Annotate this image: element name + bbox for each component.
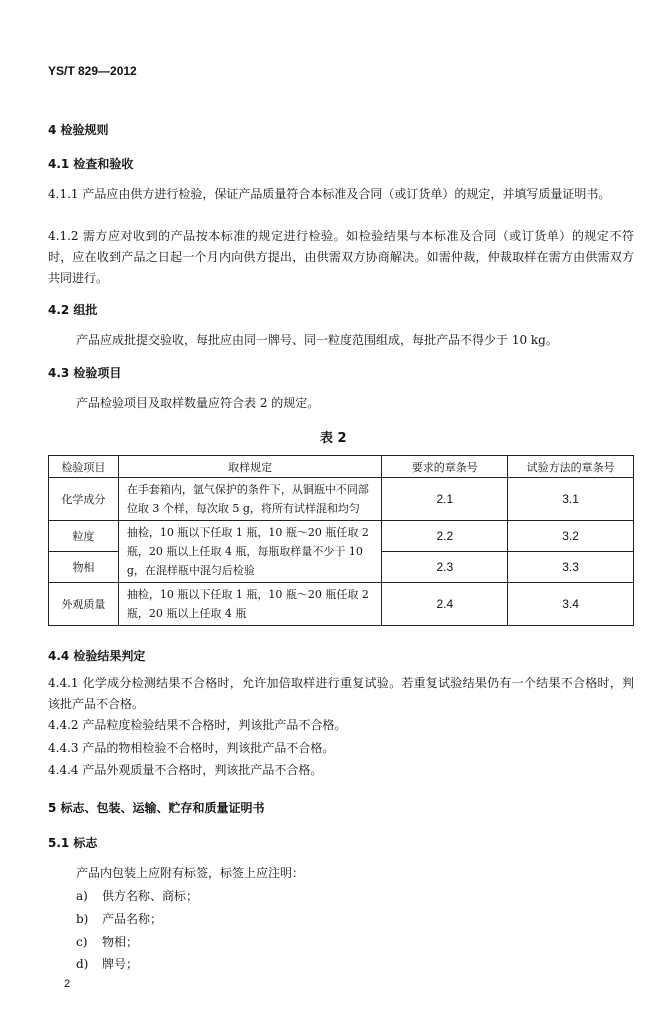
cell-method: 3.3 bbox=[508, 552, 634, 583]
cell-method: 3.4 bbox=[508, 583, 634, 626]
list-item bbox=[76, 910, 162, 927]
col-header-sampling: 取样规定 bbox=[118, 456, 382, 478]
list-item-text: 物相； bbox=[102, 935, 139, 949]
list-marker: c) bbox=[76, 935, 88, 949]
list-marker: d) bbox=[76, 957, 89, 971]
clause-4-4-4: 4.4.4 产品外观质量不合格时，判该批产品不合格。 bbox=[48, 763, 323, 777]
cell-item: 物相 bbox=[49, 552, 119, 583]
table-header-row bbox=[49, 456, 634, 478]
section-5-heading: 5 标志、包装、运输、贮存和质量证明书 bbox=[48, 801, 265, 815]
section-5-1-heading: 5.1 标志 bbox=[48, 836, 98, 850]
clause-4-1-2: 4.1.2 需方应对收到的产品按本标准的规定进行检验。如检验结果与本标准及合同（或订货单）的规定不符时，应在收到产品之日起一个月内向供方提出，由供需双方协商解决。如需仲裁，仲裁取样在需方由供需双方共同进行。 bbox=[48, 229, 634, 285]
list-item bbox=[76, 933, 138, 950]
list-item-text: 供方名称、商标； bbox=[102, 889, 199, 903]
cell-item: 化学成分 bbox=[49, 478, 119, 521]
cell-item: 外观质量 bbox=[49, 583, 119, 626]
list-marker: b) bbox=[76, 912, 89, 926]
cell-requirement: 2.2 bbox=[382, 521, 508, 552]
cell-method: 3.2 bbox=[508, 521, 634, 552]
clause-4-3-text: 产品检验项目及取样数量应符合表 2 的规定。 bbox=[76, 396, 320, 410]
list-item-text: 牌号； bbox=[102, 957, 139, 971]
cell-sampling: 在手套箱内，氩气保护的条件下，从铜瓶中不同部位取 3 个样，每次取 5 g，将所有试样混和均匀 bbox=[118, 478, 382, 521]
clause-5-1-intro: 产品内包装上应附有标签，标签上应注明： bbox=[76, 866, 305, 880]
cell-requirement: 2.3 bbox=[382, 552, 508, 583]
cell-sampling: 抽检，10 瓶以下任取 1 瓶，10 瓶～20 瓶任取 2 瓶，20 瓶以上任取 4 瓶 bbox=[118, 583, 382, 626]
table-2-caption: 表 2 bbox=[320, 431, 347, 446]
list-item-text: 产品名称； bbox=[102, 912, 163, 926]
page-number: 2 bbox=[64, 978, 71, 990]
list-item bbox=[76, 955, 138, 972]
cell-sampling: 抽检，10 瓶以下任取 1 瓶，10 瓶～20 瓶任取 2 瓶，20 瓶以上任取 4 瓶，每瓶取样量不少于 10 g，在混样瓶中混匀后检验 bbox=[118, 521, 382, 583]
table-row bbox=[49, 521, 634, 552]
table-row bbox=[49, 583, 634, 626]
col-header-requirement: 要求的章条号 bbox=[382, 456, 508, 478]
col-header-item: 检验项目 bbox=[49, 456, 119, 478]
clause-4-2-text: 产品应成批提交验收，每批应由同一牌号、同一粒度范围组成，每批产品不得少于 10 kg。 bbox=[76, 333, 558, 347]
cell-requirement: 2.1 bbox=[382, 478, 508, 521]
section-4-heading: 4 检验规则 bbox=[48, 123, 109, 137]
cell-item: 粒度 bbox=[49, 521, 119, 552]
clause-4-4-3: 4.4.3 产品的物相检验不合格时，判该批产品不合格。 bbox=[48, 741, 335, 755]
table-2 bbox=[48, 455, 634, 626]
list-marker: a) bbox=[76, 889, 88, 903]
cell-requirement: 2.4 bbox=[382, 583, 508, 626]
document-code: YS/T 829—2012 bbox=[48, 64, 137, 78]
list-item bbox=[76, 887, 198, 904]
section-4-2-heading: 4.2 组批 bbox=[48, 303, 98, 317]
clause-4-4-1: 4.4.1 化学成分检测结果不合格时，允许加倍取样进行重复试验。若重复试验结果仍有一个结果不合格时，判该批产品不合格。 bbox=[48, 676, 634, 711]
cell-method: 3.1 bbox=[508, 478, 634, 521]
col-header-method: 试验方法的章条号 bbox=[508, 456, 634, 478]
clause-4-1-1: 4.1.1 产品应由供方进行检验，保证产品质量符合本标准及合同（或订货单）的规定，并填写质量证明书。 bbox=[48, 187, 611, 201]
section-4-3-heading: 4.3 检验项目 bbox=[48, 366, 122, 380]
clause-4-4-2: 4.4.2 产品粒度检验结果不合格时，判该批产品不合格。 bbox=[48, 718, 347, 732]
table-row bbox=[49, 478, 634, 521]
section-4-1-heading: 4.1 检查和验收 bbox=[48, 157, 134, 171]
section-4-4-heading: 4.4 检验结果判定 bbox=[48, 649, 146, 663]
